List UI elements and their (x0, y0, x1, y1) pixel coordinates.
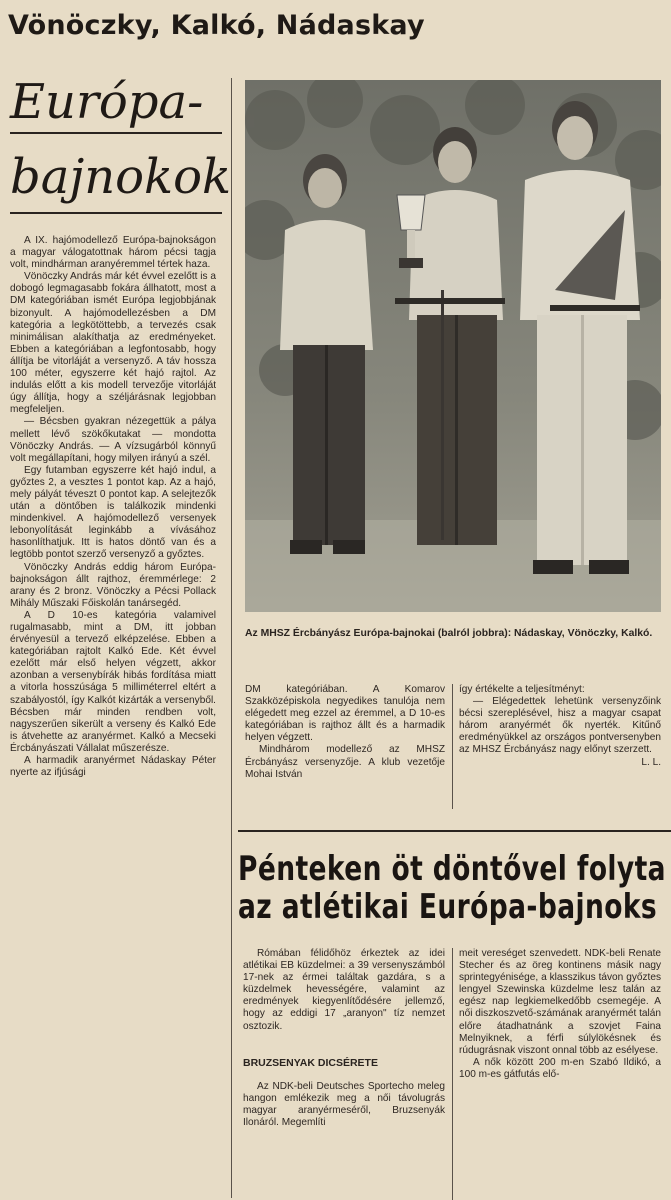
paragraph: A nők között 200 m-en Szabó Ildikó, a 100 m-es gátfutás elő- (459, 1056, 661, 1080)
article-title-line2: bajnokok (10, 149, 232, 205)
column-divider (452, 948, 453, 1200)
title-rule-top (10, 132, 222, 134)
paragraph: meit vereséget szenvedett. NDK-beli Renate Stecher és az öreg kontinens másik nagy sprintegyénisége, a klasszikus távon győztes lengyel Szewinska küzdelme lesz talán az egész nap legkiemelkedőbb csemegéje. A női diszkoszvető-számának aranyérmét talán előre átadhatnánk a szovjet Faina Melnyiknek, a férfi súlylökésnek és rúdugrásnak viszont onnal több az esélyese. (459, 948, 661, 1056)
paragraph: Egy futamban egyszerre két hajó indul, a győztes 2, a vesztes 1 pontot kap. Az a hajó, mely pályát téveszt 0 pontot kap. A selejtezők után a döntőben is találkozik mindenki mindenkivel. A hajómodellező versenyek lebonyolítását leginkább a vívásához hasonlíthatjuk. Itt is hatos döntő van és a legtöbb pontot szerző versenyző a győztes. (10, 464, 216, 561)
paragraph: Rómában félidőhöz érkeztek az idei atlétikai EB küzdelmei: a 39 versenyszámból 17-nek az érmei találtak gazdára, s a küzdelmek hevességére, valamint az eredmények kiegyenlítődésére jellemző, hogy az eddigi 17 „aranyon" tíz nemzet osztozik. (243, 948, 445, 1032)
paragraph: így értékelte a teljesítményt: (459, 684, 585, 695)
article2-column-left (243, 948, 445, 1200)
paragraph: Vönöczky András már két évvel ezelőtt is a dobogó legmagasabb fokára állhatott, most a DM kategóriában ismét Európa legjobbjának bizonyult. A hajómodellezésben a DM kategória a legkötöttebb, a tervezés csak minimálisan alakíthatja az eredményeket. Ebben a kategóriában a legfontosabb, hogy állítja be vitorláját a versenyző. A táv hossza 100 méter, egyszerre két hajó rajtol. Az indulás előtt a kis modell tervezője vitorláját úgy állítja, hogy a széljárásnak legjobban megfeleljen. (10, 271, 216, 416)
team-photo (245, 80, 661, 612)
paragraph: Az NDK-beli Deutsches Sportecho meleg hangon emlékezik meg a női távolugrás magyar aranyérmeséről, Bruzsenyák Ilonáról. Megemlíti (243, 1080, 445, 1129)
article2-headline (238, 850, 671, 940)
photo-caption: Az MHSZ Ércbányász Európa-bajnokai (balról jobbra): Nádaskay, Vönöczky, Kalkó. (245, 628, 653, 639)
paragraph: — Bécsben gyakran nézegettük a pálya mellett lévő szökőkutakat — mondotta Vönöczky András. — A vízsugárból könnyű volt megállapítani, hogy milyen irányú a szél. (10, 416, 216, 464)
article1-column-middle (245, 684, 445, 812)
article-signature: L. L. (641, 756, 661, 768)
article2-column-right (459, 948, 661, 1200)
article1-column-right (459, 684, 661, 812)
article-separator (238, 830, 671, 832)
article2-headline-line2: az atlétikai Európa-bajnoks (238, 887, 658, 927)
paragraph: A harmadik aranyérmet Nádaskay Péter nyerte az ifjúsági (10, 755, 216, 779)
article-title-line1: Európa- (10, 74, 204, 130)
article2-headline-line1: Pénteken öt döntővel folyta (238, 850, 666, 889)
column-divider (452, 684, 453, 809)
title-rule-bottom (10, 212, 222, 214)
paragraph: DM kategóriában. A Komarov Szakközépiskola negyedikes tanulója nem elégedett meg ezzel az éremmel, a D 10-es kategóriában is rajthoz állt és a harmadik helyen végzett. (245, 684, 445, 744)
team-photo-image (245, 80, 661, 612)
paragraph: Vönöczky András eddig három Európa-bajnokságon állt rajthoz, éremmérlege: 2 arany és 2 bronz. Vönöczky a Pécsi Pollack Mihály Műszaki Főiskolán tanársegéd. (10, 561, 216, 609)
paragraph: A IX. hajómodellező Európa-bajnokságon a magyar válogatottnak három pécsi tagja volt, mindhárman aranyéremmel tértek haza. (10, 235, 216, 271)
article1-column-left (10, 235, 216, 1195)
paragraph: — Elégedettek lehetünk versenyzőink bécsi szereplésével, hisz a magyar csapat három aranyérmét ők nyerték. Kitűnő eredményükkel az országos pontversenyben az MHSZ Ércbányász nagy előnyt szerzett. (459, 696, 661, 756)
article2-subhead: BRUZSENYAK DICSÉRETE (243, 1056, 378, 1069)
paragraph: A D 10-es kategória valamivel rugalmasabb, mint a DM, itt jobban érvényesül a tervező elképzelése. Ebben a kategóriában rajtolt Kalkó Ede. Két évvel ezelőtt már első helyen végzett, akkor azonban a versenybírák hibás fordítása miatt a vitorla hosszúsága 5 milliméterrel eltért a szabályostól, így Kalkót kizárták a versenyből. Bécsben már minden rendben volt, nagyszerűen sikerült a verseny és Kalkó Ede is átvehette az aranyérmet. Kalkó a Mecseki Ércbányászati Vállalat műszerésze. (10, 609, 216, 754)
paragraph: Mindhárom modellező az MHSZ Ércbányász versenyzője. A klub vezetője Mohai István (245, 744, 445, 780)
article-kicker: Vönöczky, Kalkó, Nádaskay (8, 10, 425, 41)
column-divider (231, 78, 232, 1198)
